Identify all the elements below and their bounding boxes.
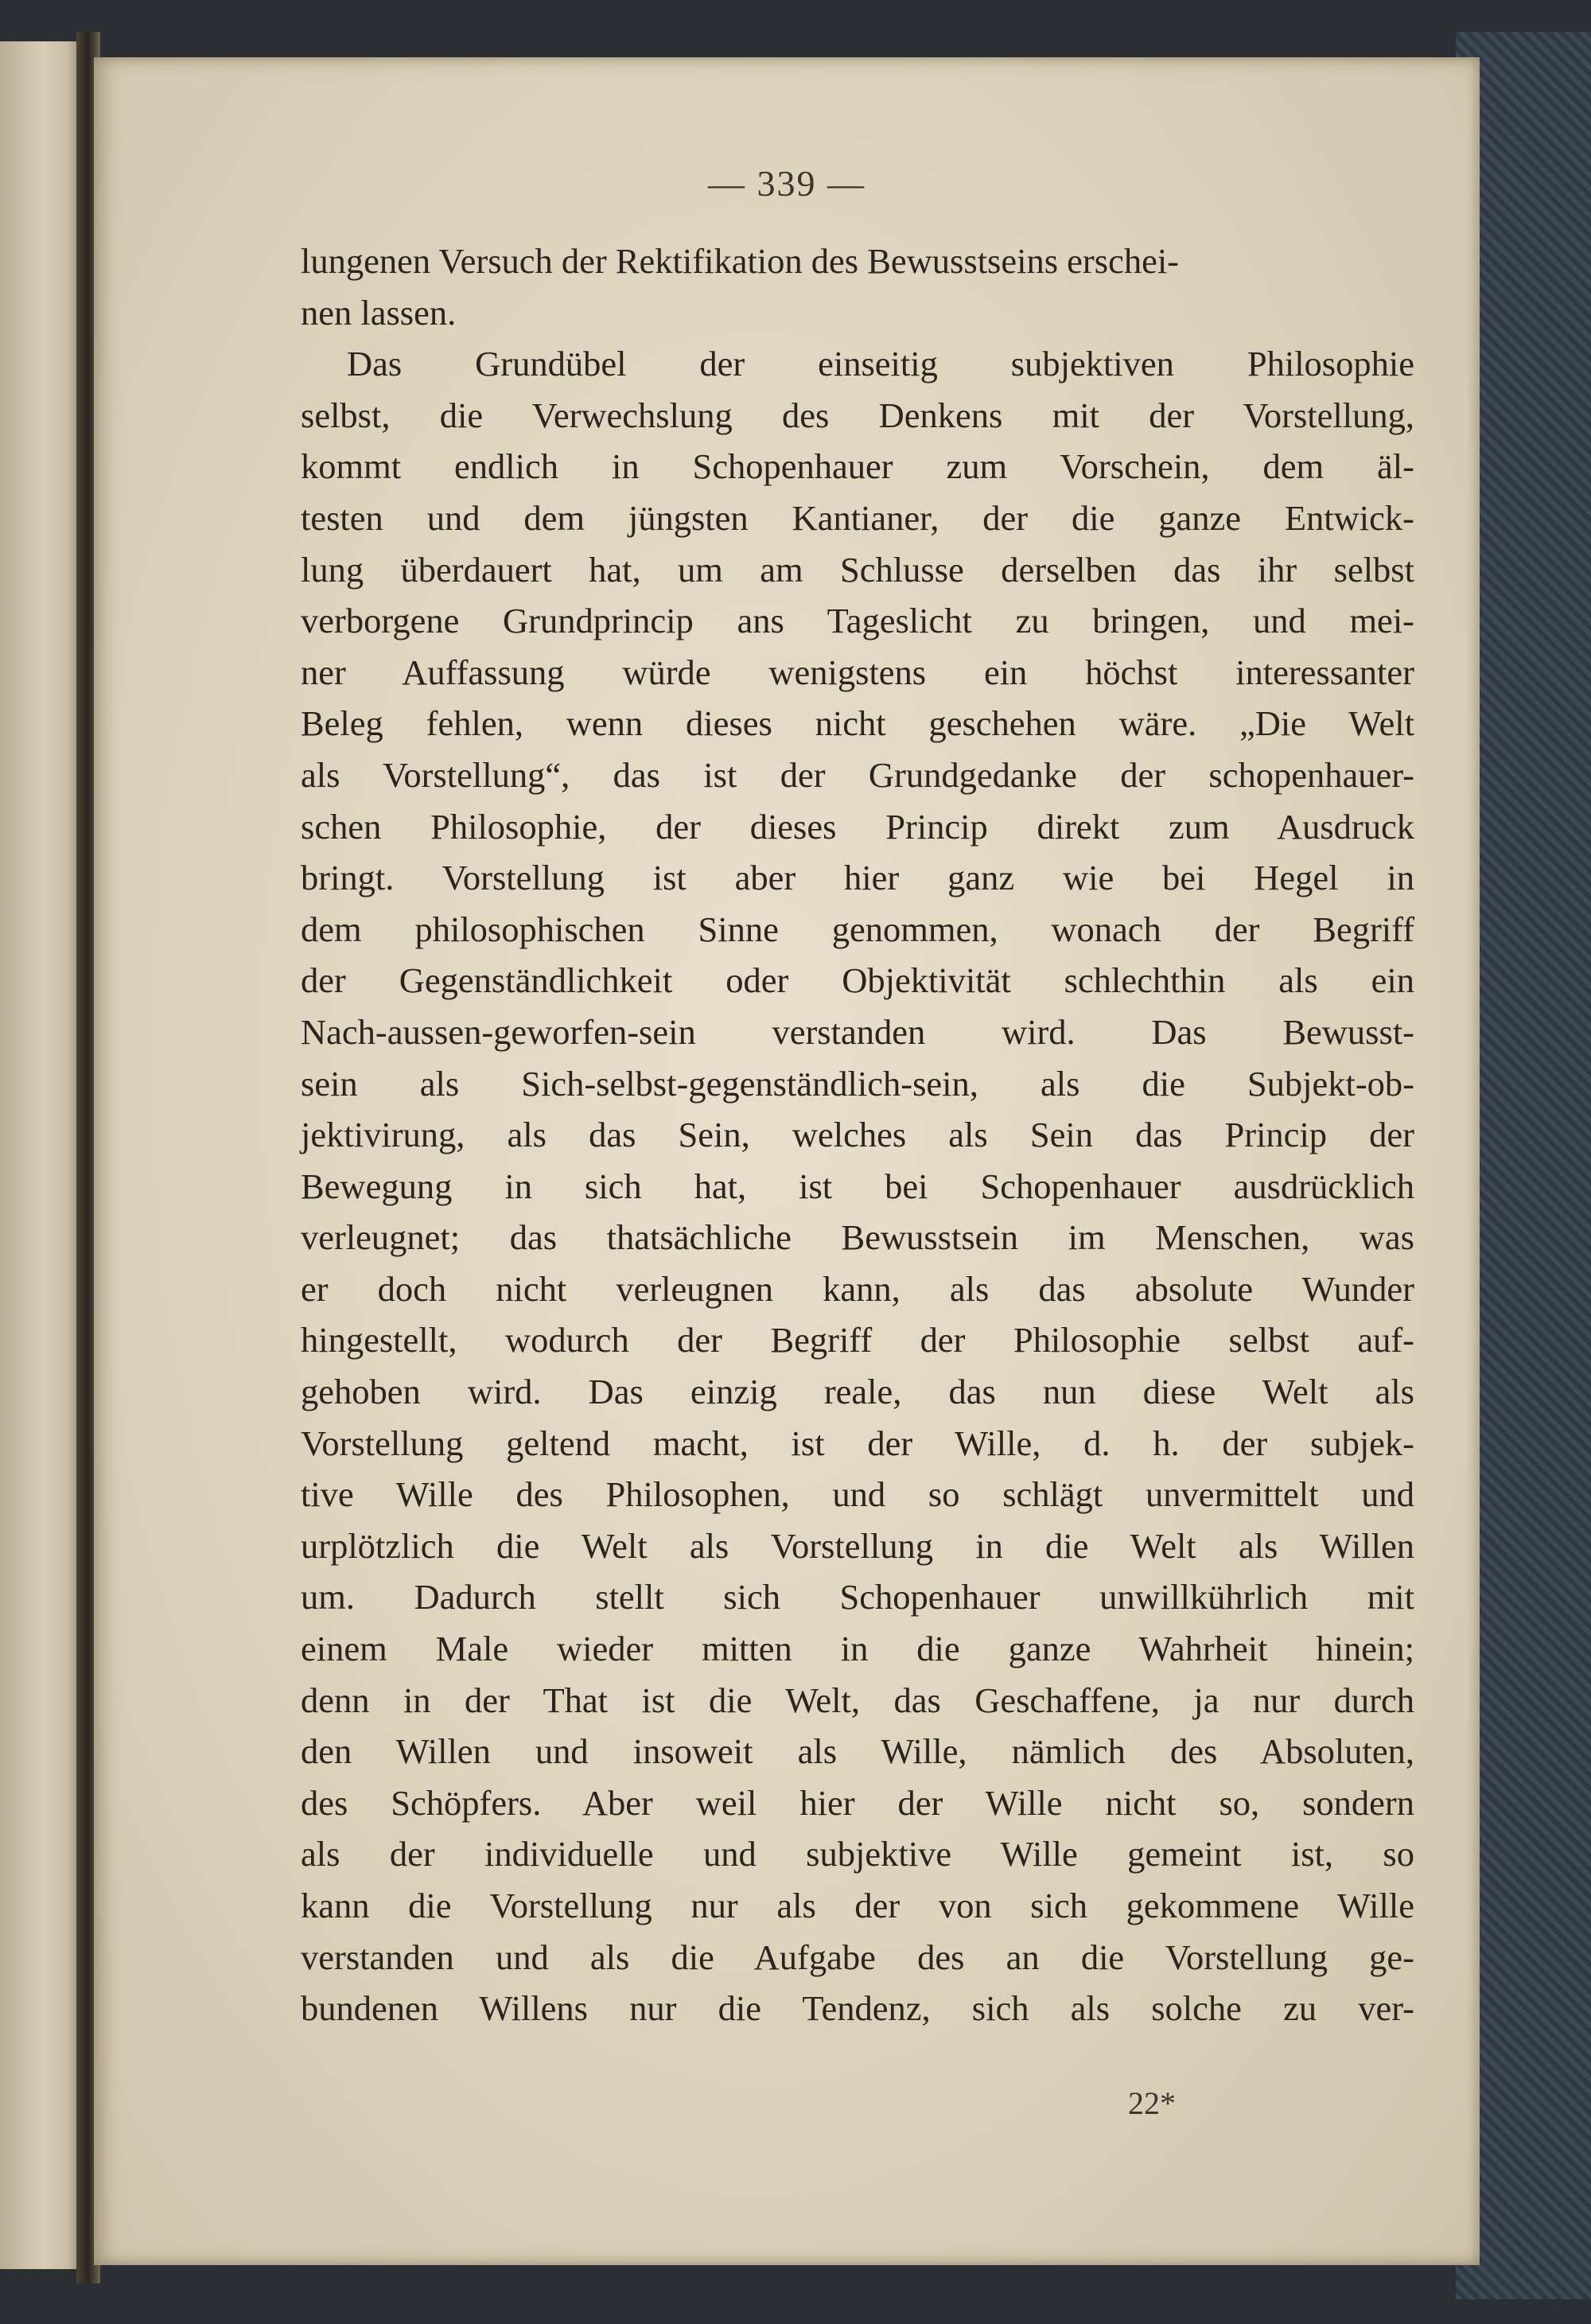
text-line: urplötzlich die Welt als Vorstellung in die Welt als Willen [301, 1525, 1414, 1566]
text-line: selbst, die Verwechslung des Denkens mit der Vorstellung, [301, 395, 1414, 435]
page-number: — 339 — [708, 163, 866, 204]
text-line: als Vorstellung“, das ist der Grundgedanke der schopenhauer- [301, 754, 1414, 795]
left-facing-page [0, 41, 80, 2269]
text-line: kommt endlich in Schopenhauer zum Vorschein, dem äl- [301, 446, 1414, 487]
text-line: den Willen und insoweit als Wille, nämlich des Absoluten, [301, 1731, 1414, 1772]
text-line: verstanden und als die Aufgabe des an die Vorstellung ge- [301, 1937, 1414, 1977]
text-line: jektivirung, als das Sein, welches als Sein das Princip der [301, 1115, 1414, 1155]
text-line: einem Male wieder mitten in die ganze Wahrheit hinein; [301, 1629, 1414, 1669]
text-line: denn in der That ist die Welt, das Geschaffene, ja nur durch [301, 1680, 1414, 1720]
signature-mark: 22* [1128, 2085, 1176, 2121]
text-line: tive Wille des Philosophen, und so schlägt unvermittelt und [301, 1474, 1414, 1515]
text-line: hingestellt, wodurch der Begriff der Philosophie selbst auf- [301, 1320, 1414, 1361]
text-line: testen und dem jüngsten Kantianer, der die ganze Entwick- [301, 497, 1414, 538]
text-line: schen Philosophie, der dieses Princip direkt zum Ausdruck [301, 806, 1414, 847]
text-line: als der individuelle und subjektive Wille gemeint ist, so [301, 1834, 1414, 1874]
text-line: nen lassen. [301, 292, 457, 333]
text-line: gehoben wird. Das einzig reale, das nun diese Welt als [301, 1372, 1414, 1412]
text-line: sein als Sich-selbst-gegenständlich-sein, als die Subjekt-ob- [301, 1063, 1414, 1104]
book-page [94, 57, 1480, 2265]
text-line: des Schöpfers. Aber weil hier der Wille nicht so, sondern [301, 1782, 1414, 1823]
text-line: dem philosophischen Sinne genommen, wonach der Begriff [301, 909, 1414, 949]
text-line: lungenen Versuch der Rektifikation des Bewusstseins erschei- [301, 241, 1180, 281]
text-line: Vorstellung geltend macht, ist der Wille, d. h. der subjek- [301, 1423, 1414, 1463]
text-line: lung überdauert hat, um am Schlusse derselben das ihr selbst [301, 549, 1414, 590]
text-line: verborgene Grundprincip ans Tageslicht zu bringen, und mei- [301, 601, 1414, 641]
text-line: kann die Vorstellung nur als der von sich gekommene Wille [301, 1886, 1414, 1925]
text-line: um. Dadurch stellt sich Schopenhauer unwillkührlich mit [301, 1577, 1414, 1617]
text-line: Nach-aussen-geworfen-sein verstanden wird. Das Bewusst- [301, 1011, 1414, 1052]
text-line: Bewegung in sich hat, ist bei Schopenhauer ausdrücklich [301, 1166, 1414, 1206]
text-line: er doch nicht verleugnen kann, als das absolute Wunder [301, 1268, 1414, 1309]
text-line: Das Grundübel der einseitig subjektiven Philosophie [347, 344, 1414, 384]
text-line: Beleg fehlen, wenn dieses nicht geschehen wäre. „Die Welt [301, 703, 1414, 744]
text-line: ner Auffassung würde wenigstens ein höchst interessanter [301, 652, 1414, 692]
text-line: verleugnet; das thatsächliche Bewusstsein im Menschen, was [301, 1217, 1414, 1258]
text-line: der Gegenständlichkeit oder Objektivität schlechthin als ein [301, 960, 1414, 1001]
text-line: bundenen Willens nur die Tendenz, sich als solche zu ver- [301, 1988, 1414, 2029]
text-line: bringt. Vorstellung ist aber hier ganz wie bei Hegel in [301, 858, 1414, 898]
body-text [301, 236, 1414, 2034]
